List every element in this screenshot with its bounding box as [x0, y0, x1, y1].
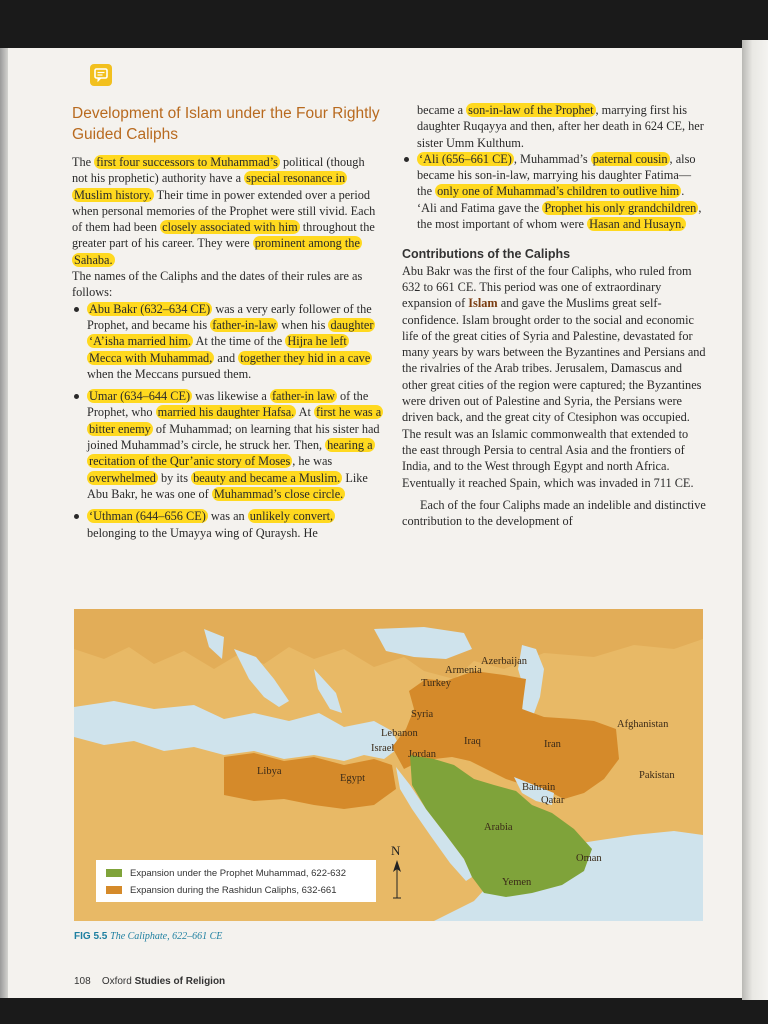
list-item-umar: Umar (634–644 CE) was likewise a father-in law of the Prophet, who married his daughter Hafsa. At first he was a bitter enemy of Muhammad; on learning that his sister had joined Muhammad’s circle, he struck her. Then, hearing a recitation of the Qur’anic story of Moses , he was overwhelmed by its beauty and became a Muslim. Like Abu Bakr, he was one of Muhammad’s close circle.	[72, 388, 382, 502]
list-item-ali: ‘Ali (656–661 CE) , Muhammad’s paternal cousin , also became his son-in-law, marrying his daughter Fatima—the only one of Muhammad’s children to outlive him . ‘Ali and Fatima gave the Prophet his only grandchildren , the most important of whom were Hasan and Husayn.	[402, 151, 706, 232]
label-arabia: Arabia	[484, 822, 513, 833]
uthman-continued: became a son-in-law of the Prophet , marrying first his daughter Ruqayya and then, after her death in 624 CE, her sister Umm Kulthum.	[417, 103, 704, 150]
label-iraq: Iraq	[464, 736, 481, 747]
label-azerbaijan: Azerbaijan	[481, 656, 528, 667]
section-title: Development of Islam under the Four Rightly Guided Caliphs	[72, 105, 380, 143]
label-turkey: Turkey	[421, 678, 451, 689]
right-column	[402, 102, 706, 529]
label-syria: Syria	[411, 709, 434, 720]
label-egypt: Egypt	[340, 773, 366, 784]
figure-caption: FIG 5.5 The Caliphate, 622–661 CE	[74, 931, 223, 942]
legend-item-rashidun: Expansion during the Rashidun Caliphs, 632-661	[106, 884, 337, 896]
label-libya: Libya	[257, 766, 282, 777]
label-lebanon: Lebanon	[381, 728, 418, 739]
north-label: N	[391, 843, 401, 858]
next-page-edge	[742, 40, 768, 1000]
intro-paragraph: The first four successors to Muhammad’s political (though not his prophetic) authority have a special resonance in Muslim history. Their time in power extended over a period when personal memories of the Prophet were still vivid. Each of them had been closely associated with him throughout the greater part of his career. They were prominent among the Sahaba.	[72, 155, 376, 267]
label-israel: Israel	[371, 743, 395, 754]
speech-bubble-icon	[90, 64, 112, 86]
label-pakistan: Pakistan	[639, 770, 675, 781]
contributions-heading: Contributions of the Caliphs	[402, 247, 571, 262]
legend-swatch-orange	[106, 886, 122, 894]
label-oman: Oman	[576, 853, 602, 864]
list-item-uthman: ‘Uthman (644–656 CE) was an unlikely convert, belonging to the Umayya wing of Quraysh. He	[72, 508, 382, 541]
legend-swatch-green	[106, 869, 122, 877]
label-afghanistan: Afghanistan	[617, 719, 669, 730]
label-qatar: Qatar	[541, 795, 565, 806]
label-bahrain: Bahrain	[522, 782, 556, 793]
label-yemen: Yemen	[502, 877, 532, 888]
caliph-list-continued	[402, 151, 706, 232]
label-jordan: Jordan	[408, 749, 436, 760]
north-arrow-icon	[386, 842, 408, 902]
label-armenia: Armenia	[445, 665, 482, 676]
each-caliph-paragraph: Each of the four Caliphs made an indelible and distinctive contribution to the development of	[402, 497, 706, 529]
contributions-paragraph: Abu Bakr was the first of the four Caliphs, who ruled from 632 to 661 CE. This period was one of extraordinary expansion of Islam and gave the Muslims great self-confidence. Islam brought order to the social and economic life of the great cities of Syria and Palestine, devastated for many years by wars between the Byzantines and Persians and the rivalries of the Arab tribes. Jerusalem, Damascus and other great cities of the region were captured; the Byzantines were driven out of Palestine and Syria, the Persians were driven back, and the great city of Ctesiphon was occupied. The result was an Islamic commonwealth that extended to the east through Persia to central Asia and the frontiers of India, and to the West through Egypt and north Africa. Eventually it reached Spain, which was invaded in 711 CE.	[402, 263, 706, 490]
list-item-abu-bakr: Abu Bakr (632–634 CE) was a very early follower of the Prophet, and became his father-in-law when his daughter ‘A’isha married him. At the time of the Hijra he left Mecca with Muhammad, and together they hid in a cave when the Meccans pursued them.	[72, 301, 382, 382]
names-intro: The names of the Caliphs and the dates of their rules are as follows:	[72, 269, 363, 300]
page-footer: 108 Oxford Studies of Religion	[74, 976, 226, 987]
page-number: 108	[74, 976, 91, 987]
caliph-list	[72, 301, 382, 541]
label-iran: Iran	[544, 739, 561, 750]
legend-item-prophet: Expansion under the Prophet Muhammad, 622-632	[106, 867, 346, 879]
left-column	[72, 154, 382, 541]
map-legend	[96, 860, 376, 902]
